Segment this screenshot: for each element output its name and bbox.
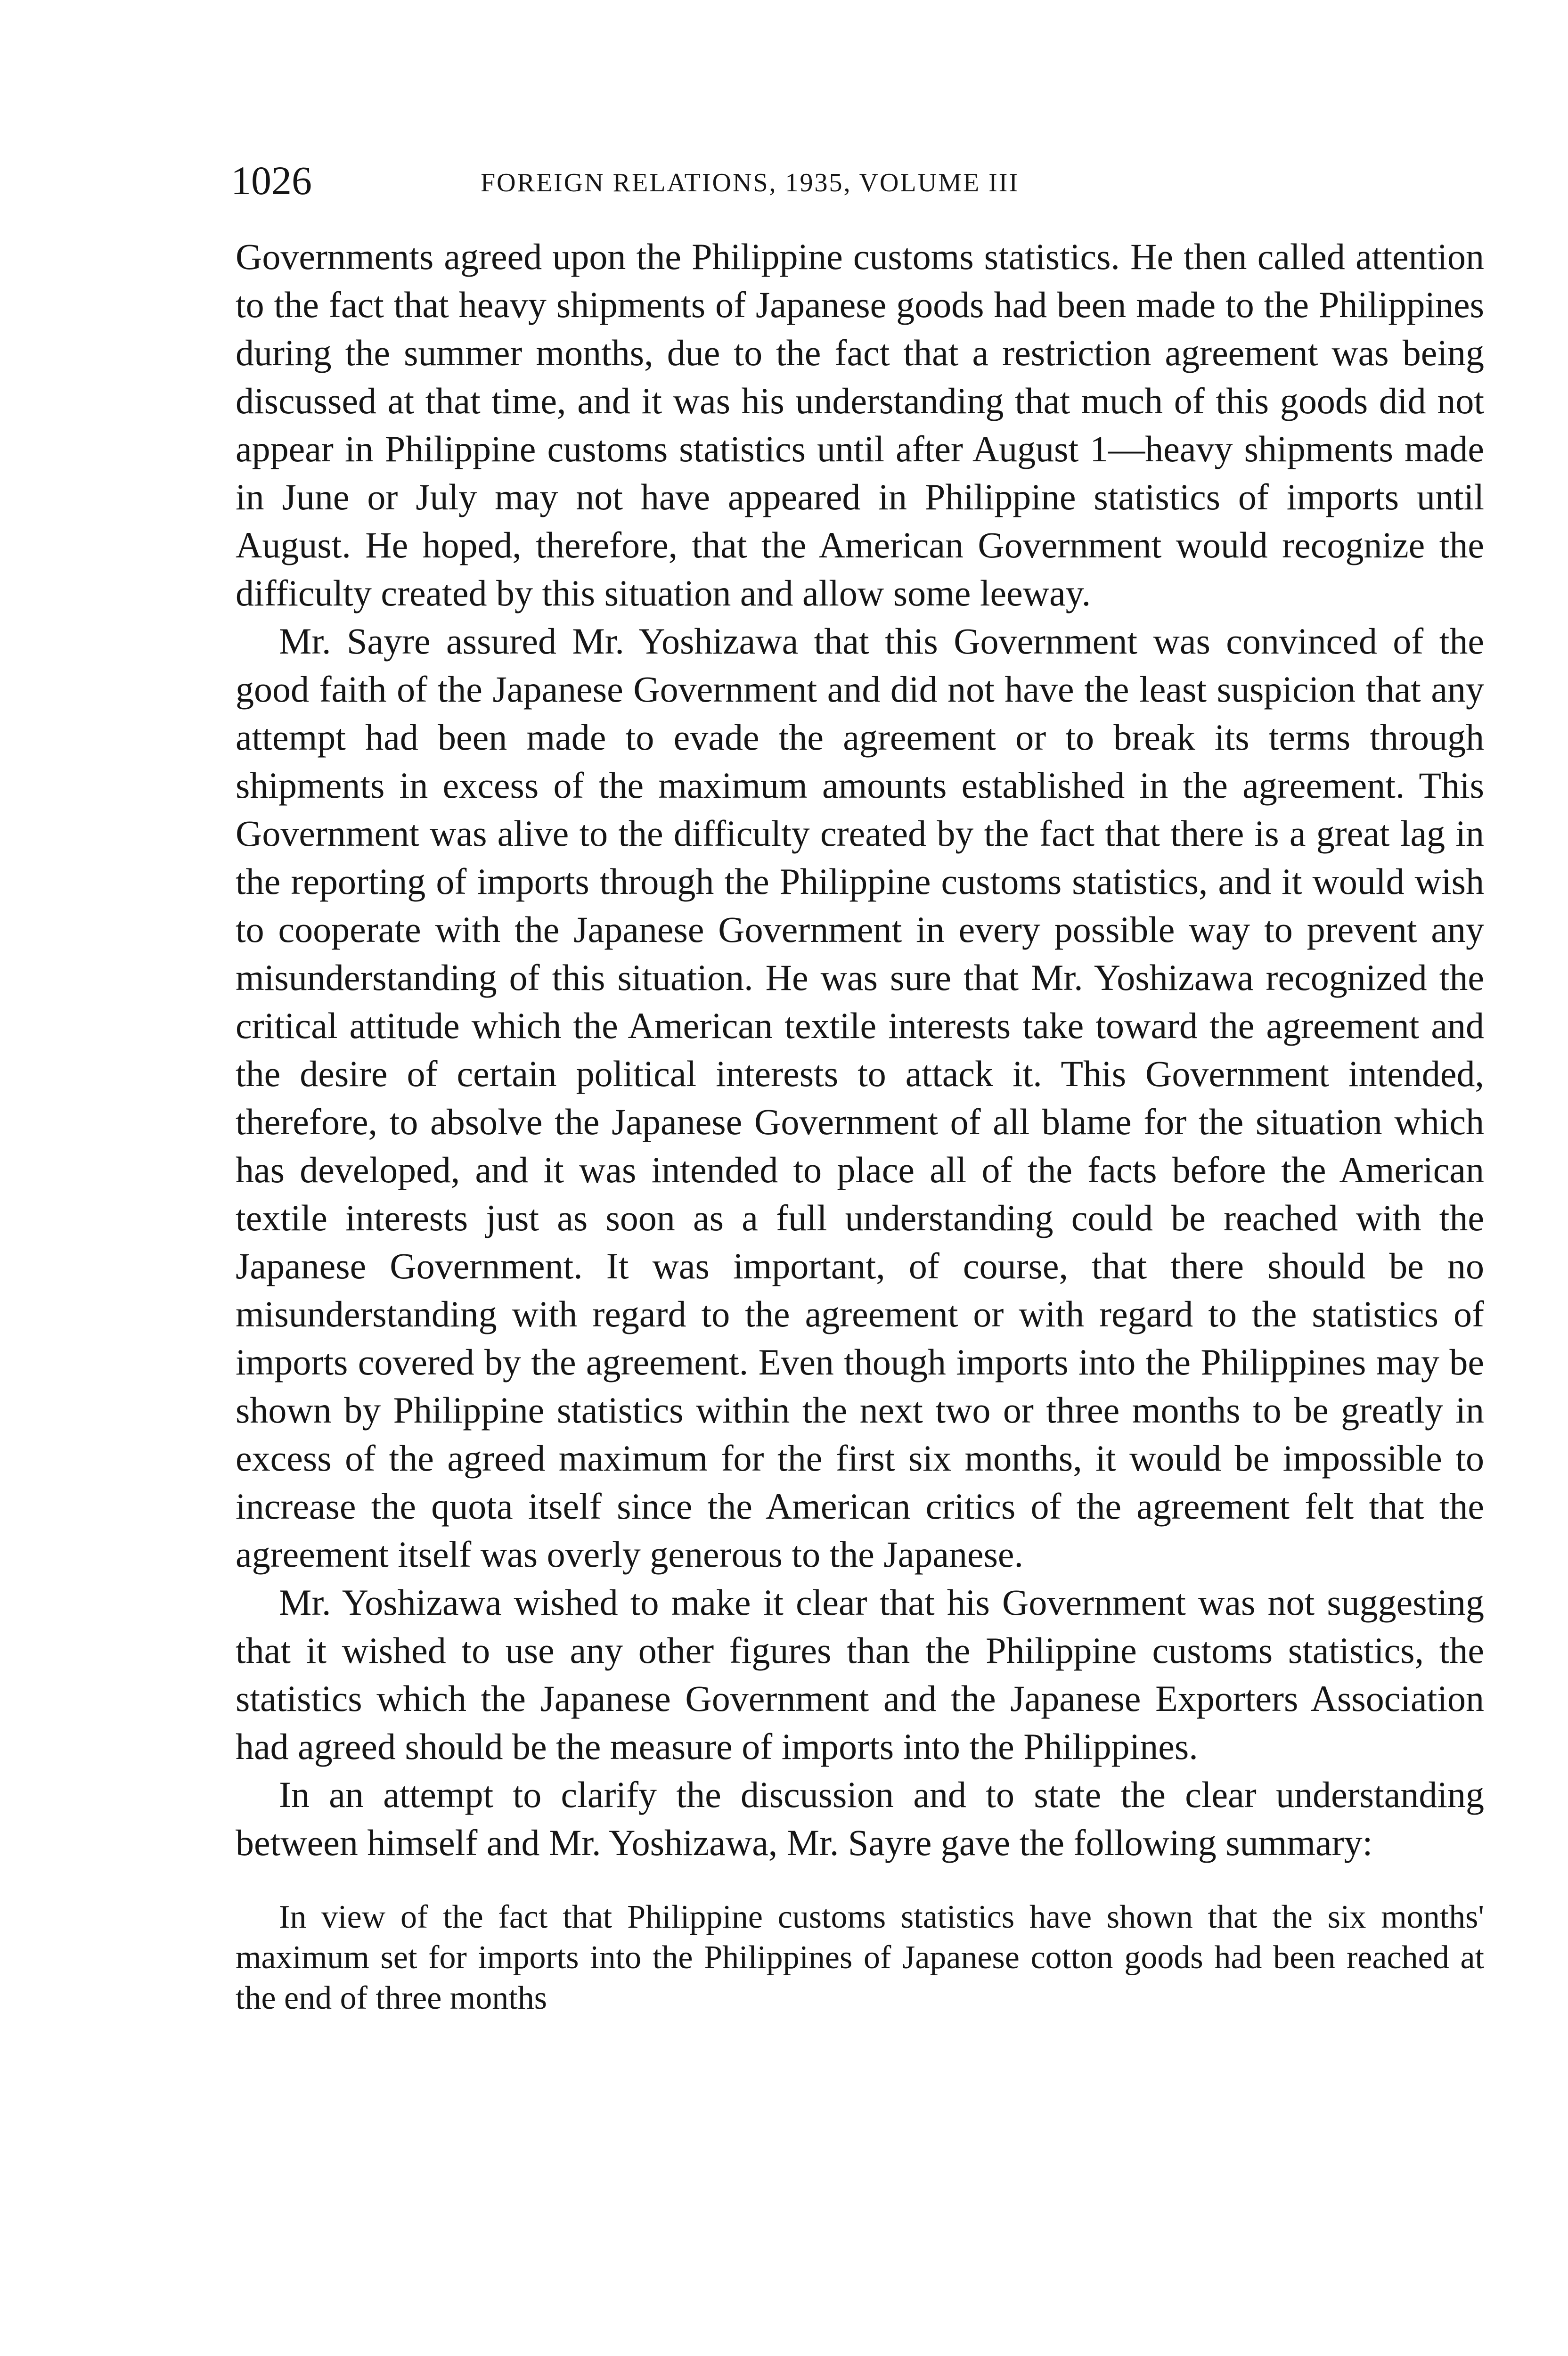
document-page [231,158,1484,2019]
paragraph-summary-intro: In an attempt to clarify the discussion and to state the clear understanding between himself and Mr. Yoshizawa, Mr. Sayre gave the following summary: [236,1774,1484,1863]
running-header [231,158,1484,217]
paragraph-continuation: Governments agreed upon the Philippine customs statistics. He then called attention to the fact that heavy shipments of Japanese goods had been made to the Philippines during the summer months, due to the fact that a restriction agreement was being discussed at that time, and it was his understanding that much of this goods did not appear in Philippine customs statistics until after August 1—heavy shipments made in June or July may not have appeared in Philippine statistics of imports until August. He hoped, therefore, that the American Government would recognize the difficulty created by this situation and allow some leeway. [236,236,1484,614]
paragraph-sayre-assurance: Mr. Sayre assured Mr. Yoshizawa that this Government was convinced of the good faith of the Japanese Government and did not have the least suspicion that any attempt had been made to evade the agreement or to break its terms through shipments in excess of the maximum amounts established in the agreement. This Government was alive to the difficulty created by the fact that there is a great lag in the reporting of imports through the Philippine customs statistics, and it would wish to cooperate with the Japanese Government in every possible way to prevent any misunderstanding of this situation. He was sure that Mr. Yoshizawa recognized the critical attitude which the American textile interests take toward the agreement and the desire of certain political interests to attack it. This Government intended, therefore, to absolve the Japanese Government of all blame for the situation which has developed, and it was intended to place all of the facts before the American textile interests just as soon as a full understanding could be reached with the Japanese Government. It was important, of course, that there should be no misunderstanding with regard to the agreement or with regard to the statistics of imports covered by the agreement. Even though imports into the Philippines may be shown by Philippine statistics within the next two or three months to be greatly in excess of the agreed maximum for the first six months, it would be impossible to increase the quota itself since the American critics of the agreement felt that the agreement itself was overly generous to the Japanese. [236,621,1484,1575]
body-text [236,233,1484,1867]
page-number: 1026 [231,158,312,203]
block-quote-summary: In view of the fact that Philippine customs statistics have shown that the six months' maximum set for imports into the Philippines of Japanese cotton goods had been reached at the end of three months [236,1899,1484,2016]
paragraph-yoshizawa-clarification: Mr. Yoshizawa wished to make it clear that his Government was not suggesting that it wished to use any other figures than the Philippine customs statistics, the statistics which the Japanese Government and the Japanese Exporters Association had agreed should be the measure of imports into the Philippines. [236,1582,1484,1767]
running-title: FOREIGN RELATIONS, 1935, VOLUME III [481,168,1020,197]
